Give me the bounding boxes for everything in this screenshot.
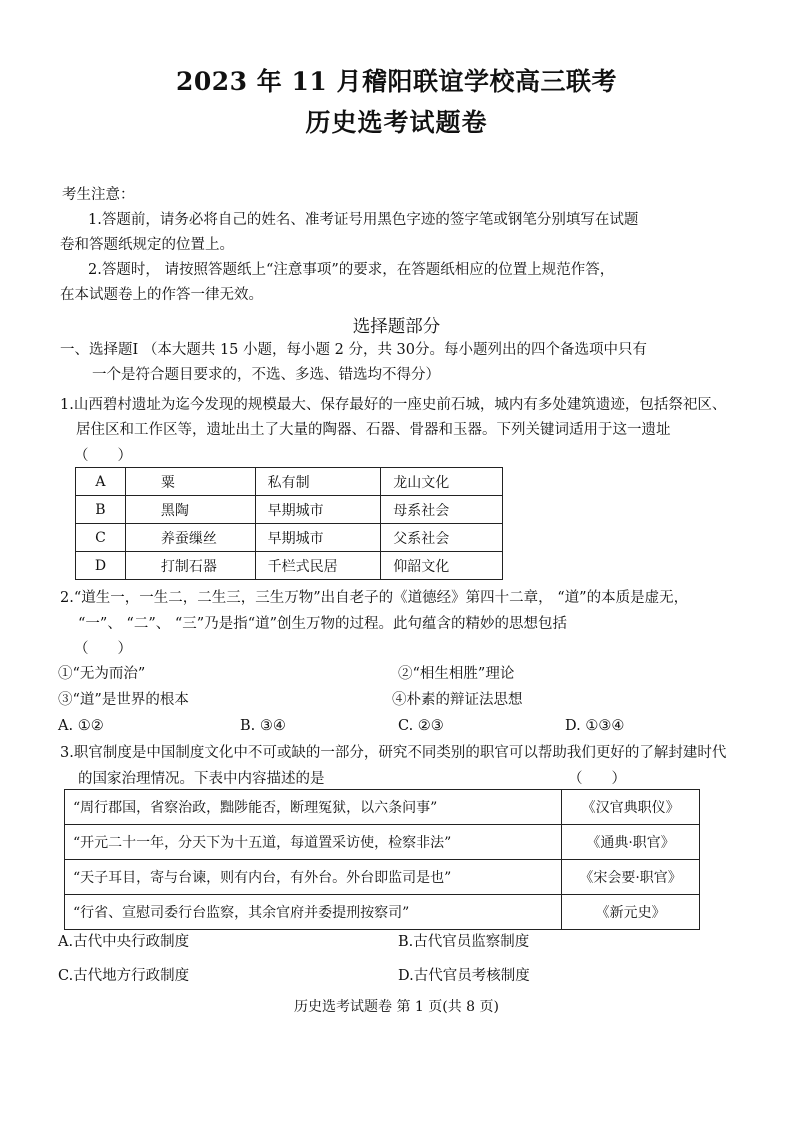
keyword-cell: 养蚕缫丝 [125, 524, 255, 552]
keyword-cell: 父系社会 [381, 524, 503, 552]
q2-option-d: D. ①③④ [565, 718, 625, 734]
q2-option-a: A. ①② [58, 718, 104, 734]
keyword-cell: 黑陶 [125, 496, 255, 524]
keyword-cell: 龙山文化 [381, 468, 503, 496]
keyword-cell: 粟 [125, 468, 255, 496]
notice-heading: 考生注意： [62, 187, 135, 203]
option-letter: C [76, 524, 126, 552]
q3-stem-line-1: 3.职官制度是中国制度文化中不可或缺的一部分，研究不同类别的职官可以帮助我们更好的了解封建时代 [60, 745, 727, 761]
q3-option-c: C.古代地方行政制度 [58, 968, 190, 984]
quote-cell: “周行郡国，省察治政，黜陟能否，断理冤狱，以六条问事” [65, 790, 562, 825]
section-title: 选择题部分 [352, 317, 441, 337]
notice-item-1-line-2: 卷和答题纸规定的位置上。 [60, 237, 234, 253]
keyword-cell: 打制石器 [125, 552, 255, 580]
table-row [76, 496, 503, 524]
q3-answer-blank: （ ） [568, 771, 626, 787]
quote-cell: “开元二十一年，分天下为十五道，每道置采访使，检察非法” [65, 825, 562, 860]
q2-statement-3: ③“道”是世界的根本 [58, 692, 189, 708]
keyword-cell: 千栏式民居 [255, 552, 381, 580]
table-row [65, 825, 700, 860]
source-cell: 《新元史》 [562, 895, 700, 930]
table-row [65, 860, 700, 895]
section-intro-line-2: 一个是符合题目要求的，不选、多选、错选均不得分） [92, 367, 440, 383]
source-cell: 《汉官典职仪》 [562, 790, 700, 825]
table-row [76, 552, 503, 580]
q3-option-a: A.古代中央行政制度 [58, 934, 190, 950]
keyword-cell: 早期城市 [255, 496, 381, 524]
notice-item-2-line-2: 在本试题卷上的作答一律无效。 [60, 287, 263, 303]
quote-cell: “天子耳目，寄与台谏，则有内台，有外台。外台即监司是也” [65, 860, 562, 895]
q2-option-c: C. ②③ [398, 718, 444, 734]
keyword-cell: 仰韶文化 [381, 552, 503, 580]
q2-statement-4: ④朴素的辩证法思想 [392, 692, 523, 708]
q2-statement-1: ①“无为而治” [58, 666, 146, 682]
option-letter: B [76, 496, 126, 524]
q3-stem-line-2: 的国家治理情况。下表中内容描述的是 [78, 771, 325, 787]
keyword-cell: 母系社会 [381, 496, 503, 524]
keyword-cell: 早期城市 [255, 524, 381, 552]
q2-answer-blank: （ ） [74, 641, 132, 657]
source-cell: 《通典·职官》 [562, 825, 700, 860]
table-row [76, 468, 503, 496]
table-row [65, 790, 700, 825]
exam-subtitle: 历史选考试题卷 [305, 108, 488, 137]
q2-stem-line-1: 2.“道生一，一生二，二生三，三生万物”出自老子的《道德经》第四十二章， “道”的本质是虚无， [60, 590, 689, 606]
q1-answer-blank: （ ） [74, 448, 132, 464]
notice-item-1-line-1: 1.答题前，请务必将自己的姓名、准考证号用黑色字迹的签字笔或钢笔分别填写在试题 [88, 212, 639, 228]
q1-options-table [75, 467, 503, 580]
q2-statement-2: ②“相生相胜”理论 [398, 666, 515, 682]
page-footer: 历史选考试题卷 第 1 页(共 8 页) [294, 999, 499, 1015]
q3-source-table [64, 789, 700, 930]
option-letter: D [76, 552, 126, 580]
exam-title: 2023 年 11 月稽阳联谊学校高三联考 [176, 67, 617, 96]
q3-option-d: D.古代官员考核制度 [398, 968, 530, 984]
q1-stem-line-1: 1.山西碧村遗址为迄今发现的规模最大、保存最好的一座史前石城，城内有多处建筑遗迹，包括祭祀区、 [60, 397, 727, 413]
notice-item-2-line-1: 2.答题时， 请按照答题纸上“注意事项”的要求，在答题纸相应的位置上规范作答， [88, 262, 615, 278]
table-row [76, 524, 503, 552]
table-row [65, 895, 700, 930]
source-cell: 《宋会要·职官》 [562, 860, 700, 895]
section-intro-line-1: 一、选择题Ⅰ （本大题共 15 小题，每小题 2 分，共 30分。每小题列出的四个备选项中只有 [60, 342, 648, 358]
q3-option-b: B.古代官员监察制度 [398, 934, 530, 950]
quote-cell: “行省、宣慰司委行台监察，其余官府并委提刑按察司” [65, 895, 562, 930]
option-letter: A [76, 468, 126, 496]
q2-option-b: B. ③④ [240, 718, 286, 734]
keyword-cell: 私有制 [255, 468, 381, 496]
q2-stem-line-2: “一”、 “二”、 “三”乃是指“道”创生万物的过程。此句蕴含的精妙的思想包括 [78, 616, 568, 632]
q1-stem-line-2: 居住区和工作区等，遗址出土了大量的陶器、石器、骨器和玉器。下列关键词适用于这一遗址 [76, 422, 671, 438]
